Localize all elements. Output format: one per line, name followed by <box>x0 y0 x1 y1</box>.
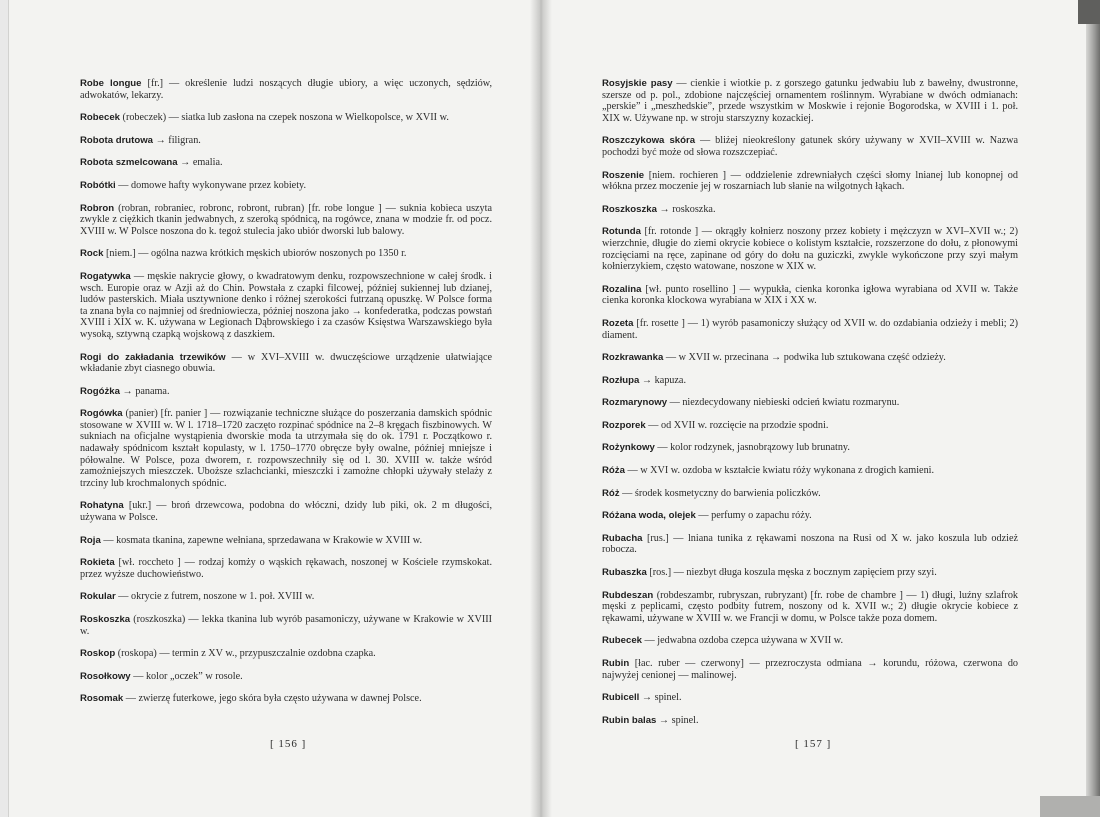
dictionary-entry <box>602 692 1018 704</box>
dictionary-entry <box>602 465 1018 477</box>
entry-definition: (robdeszambr, rubryszan, rubryzant) [fr. robe de chambre ] — 1) długi, luźny szlafrok męski z peplicami, często podbity futrem, noszony od k. XVII w.; 2) długie okrycie kobiece z rękawami, używane w XVIII w. we Francji w domu, w Polsce także poza domem. <box>602 589 1019 624</box>
entry-definition: [wł. punto rosellino ] — wypukła, cienka koronka igłowa wyrabiana od XVII w. Także cienka koronka klockowa wyrabiana w XIX i XX w. <box>602 283 1018 307</box>
scan-corner-bottom <box>1040 796 1100 817</box>
page-edge-shadow <box>1086 0 1100 817</box>
scan-corner-top <box>1078 0 1100 24</box>
entry-definition: — kolor rodzynek, jasnobrązowy lub brunatny. <box>657 442 850 454</box>
entry-definition: — okrycie z futrem, noszone w 1. poł. XVIII w. <box>118 591 315 603</box>
entry-definition: → kapuza. <box>641 374 686 386</box>
entry-headword: Rogówka <box>80 408 123 420</box>
entry-definition: (roszkoszka) — lekka tkanina lub wyrób pasamoniczy, używane w Krakowie w XVIII w. <box>80 614 492 637</box>
entry-headword: Roszczykowa skóra <box>602 135 696 147</box>
entry-headword: Rozporek <box>602 419 646 431</box>
entry-definition: (roskopa) — termin z XV w., przypuszczalnie ozdobna czapka. <box>117 648 376 660</box>
dictionary-entry <box>80 157 492 169</box>
dictionary-entry <box>80 386 492 398</box>
dictionary-entry <box>80 591 492 603</box>
dictionary-entry <box>80 248 492 260</box>
dictionary-entry <box>80 535 492 547</box>
entry-definition: → emalia. <box>180 157 223 169</box>
entry-headword: Rubecek <box>602 635 642 647</box>
entry-headword: Rosyjskie pasy <box>602 78 673 89</box>
dictionary-entry <box>602 488 1018 500</box>
entry-headword: Rubaszka <box>602 567 647 579</box>
entry-headword: Rozmarynowy <box>602 397 668 409</box>
dictionary-entry <box>602 135 1018 158</box>
dictionary-entry <box>602 204 1018 216</box>
entry-definition: — w XVI–XVIII w. dwuczęściowe urządzenie ułatwiające wkładanie zbyt ciasnego obuwia. <box>80 351 493 375</box>
entry-headword: Rogatywka <box>80 270 131 282</box>
entry-headword: Rozeta <box>602 317 634 329</box>
dictionary-entry <box>80 352 492 375</box>
entry-headword: Rubacha <box>602 532 643 544</box>
left-column <box>80 78 492 716</box>
right-column <box>602 78 1018 737</box>
dictionary-entry <box>602 397 1018 409</box>
entry-headword: Robota drutowa <box>80 134 154 146</box>
dictionary-entry <box>80 78 492 101</box>
entry-headword: Rock <box>80 248 104 260</box>
dictionary-entry <box>602 567 1018 579</box>
entry-headword: Rożynkowy <box>602 442 655 454</box>
entry-headword: Rogóżka <box>80 385 120 397</box>
dictionary-entry <box>80 671 492 683</box>
entry-definition: [ukr.] — broń drzewcowa, podobna do włóczni, dzidy lub piki, ok. 2 m długości, używana w Polsce. <box>80 500 493 524</box>
entry-definition: — od XVII w. rozcięcie na przodzie spodni. <box>648 419 829 431</box>
entry-headword: Roskop <box>80 648 116 660</box>
dictionary-entry <box>80 648 492 660</box>
entry-definition: — w XVI w. ozdoba w kształcie kwiatu róży wykonana z drogich kamieni. <box>627 465 935 477</box>
dictionary-entry <box>80 408 492 489</box>
entry-headword: Róża <box>602 465 625 477</box>
entry-headword: Rozkrawanka <box>602 352 664 364</box>
dictionary-entry <box>80 500 492 523</box>
entry-headword: Rokieta <box>80 557 115 569</box>
entry-headword: Rubin balas <box>602 714 657 726</box>
entry-definition: — cienkie i wiotkie p. z gorszego gatunku jedwabiu lub z bawełny, dwustronne, szersze od p. pol., zdobione najczęściej ornamentem roślinnym. Wyrabiane w dwóch odmianach: „perskie” i „meszhedskie”, przede wszystkim w Moskwie i rejonie Bogorodska, w XVIII i 1. poł. XIX w. Używane np. w stroju starszyzny kozackiej. <box>602 78 1018 124</box>
entry-definition: — kosmata tkanina, zapewne wełniana, sprzedawana w Krakowie w XVIII w. <box>103 534 423 546</box>
entry-headword: Różana woda, olejek <box>602 510 696 522</box>
entry-definition: [ros.] — niezbyt długa koszula męska z bocznym zapięciem przy szyi. <box>649 567 937 579</box>
entry-headword: Rubdeszan <box>602 589 654 601</box>
entry-headword: Rozalina <box>602 283 642 295</box>
entry-definition: — męskie nakrycie głowy, o kwadratowym denku, rozpowszechnione w całej środk. i wsch. Europie oraz w Azji aż do Chin. Powstała z czapki filcowej, później sukiennej lub dzianej, ludów pasterskich. Miała usztywnione denko i różnej szerokości futrzaną opuszkę. W Polsce forma ta znana była co najmniej od średniowiecza, później noszona jako → konfederatka, podczas powstań XVIII i XIX w. K. używana w Legionach Dąbrowskiego i za czasów Księstwa Warszawskiego była wysoką, sztywną czapką wojskową z daszkiem. <box>80 270 493 340</box>
page-number-left: [ 156 ] <box>270 738 307 750</box>
dictionary-entry <box>80 614 492 637</box>
dictionary-entry <box>602 590 1018 625</box>
dictionary-entry <box>80 693 492 705</box>
entry-definition: (robran, robraniec, robronc, robront, rubran) [fr. robe longue ] — suknia kobieca uszyta zwykle z ciężkich tkanin jedwabnych, z szeroką spódnicą, na rogówce, znana w modzie fr. od pocz. XVIII w. W Polsce noszona do k. tegoż stulecia jako ubiór dworski lub balowy. <box>80 202 493 237</box>
book-gutter <box>530 0 552 817</box>
dictionary-entry <box>602 658 1018 681</box>
entry-definition: (robeczek) — siatka lub zasłona na czepek noszona w Wielkopolsce, w XVII w. <box>122 112 449 124</box>
entry-headword: Roskoszka <box>80 614 131 625</box>
entry-definition: — w XVII w. przecinana → podwika lub sztukowana część odzieży. <box>665 352 946 364</box>
entry-headword: Rokular <box>80 591 116 603</box>
dictionary-entry <box>602 352 1018 364</box>
dictionary-entry <box>80 203 492 238</box>
entry-definition: — niezdecydowany niebieski odcień kwiatu rozmarynu. <box>669 397 900 409</box>
entry-definition: (panier) [fr. panier ] — rozwiązanie techniczne służące do poszerzania damskich spódnic stosowane w XVIII w. W l. 1718–1720 zaczęto rozpinać spódnice na 2–8 kręgach fiszbinowych. W sukniach na oficjalne wystąpienia dworskie moda ta utrzymała się do ok. 1791 r. Początkowo r. nadawały spódnicom kształt kopulasty, w l. 1750–1770 obręcze były owalne, później mniejsze i półowalne. W Polsce, poza dworem, r. rozpowszechniły się od l. 30. XVIII w. także wśród zamożniejszych mieszczek. Uboższe szlachcianki, mieszczki i zamożne chłopki używały stelaży z trzciny lub krochmalonych spódnic. <box>80 408 493 489</box>
dictionary-entry <box>602 375 1018 387</box>
entry-headword: Rohatyna <box>80 500 124 512</box>
dictionary-entry <box>602 284 1018 307</box>
dictionary-entry <box>602 318 1018 341</box>
dictionary-entry <box>80 180 492 192</box>
entry-headword: Rosołkowy <box>80 670 131 682</box>
dictionary-entry <box>602 78 1018 124</box>
entry-headword: Roszenie <box>602 169 645 181</box>
entry-headword: Roja <box>80 534 101 546</box>
entry-headword: Rubicell <box>602 692 640 704</box>
page-number-right: [ 157 ] <box>795 738 832 750</box>
entry-headword: Rubin <box>602 658 630 669</box>
dictionary-entry <box>602 170 1018 193</box>
entry-definition: [łac. ruber — czerwony] — przezroczysta odmiana → korundu, różowa, czerwona do najwyżej cenionej — malinowej. <box>602 658 1019 681</box>
entry-headword: Roszkoszka <box>602 203 657 215</box>
entry-headword: Rozłupa <box>602 374 640 386</box>
entry-headword: Robecek <box>80 112 120 124</box>
dictionary-entry <box>80 112 492 124</box>
entry-definition: — zwierzę futerkowe, jego skóra była często używana w dawnej Polsce. <box>125 693 422 705</box>
dictionary-entry <box>602 635 1018 647</box>
entry-definition: → spinel. <box>658 714 699 726</box>
entry-definition: — środek kosmetyczny do barwienia policzków. <box>622 487 821 499</box>
entry-definition: [fr. rosette ] — 1) wyrób pasamoniczy służący od XVII w. do ozdabiania odzieży i mebli; 2) diament. <box>602 317 1018 341</box>
dictionary-entry <box>602 420 1018 432</box>
dictionary-entry <box>602 533 1018 556</box>
dictionary-entry <box>602 226 1018 272</box>
entry-headword: Robron <box>80 202 115 214</box>
entry-definition: — perfumy o zapachu róży. <box>698 510 812 522</box>
entry-definition: → roskoszka. <box>659 203 716 215</box>
dictionary-entry <box>80 557 492 580</box>
entry-definition: — domowe hafty wykonywane przez kobiety. <box>118 179 307 191</box>
entry-headword: Robota szmelcowana <box>80 157 178 169</box>
entry-headword: Rotunda <box>602 226 641 238</box>
entry-definition: — kolor „oczek” w rosole. <box>133 670 243 682</box>
entry-headword: Rosomak <box>80 693 124 705</box>
dictionary-entry <box>602 442 1018 454</box>
entry-definition: → panama. <box>122 385 170 397</box>
entry-headword: Rogi do zakładania trzewików <box>80 351 226 363</box>
entry-definition: [rus.] — lniana tunika z rękawami noszona na Rusi od X w. jako koszula lub odzież robocza. <box>602 532 1018 556</box>
entry-headword: Róż <box>602 487 620 499</box>
entry-definition: — jedwabna ozdoba czepca używana w XVII w. <box>644 635 844 647</box>
entry-headword: Robe longue <box>80 78 142 89</box>
entry-headword: Robótki <box>80 179 116 191</box>
entry-definition: [niem. rochieren ] — oddzielenie zdrewniałych części słomy lnianej lub konopnej od włókna przez moczenie jej w roszarniach lub słanie na wilgotnych łąkach. <box>602 169 1018 193</box>
entry-definition: → filigran. <box>155 134 201 146</box>
entry-definition: [fr. rotonde ] — okrągły kołnierz noszony przez kobiety i mężczyzn w XVI–XVII w.; 2) wierzchnie, długie do ziemi okrycie kobiece o kolistym kształcie, rozszerzone do dołu, z płonowymi rozcięciami na ręce, zapinane od góry do dołu na guziczki, zwykle wykończone przy szyi małym kołnierzykiem, często watowane, noszone w XIX w. <box>602 226 1019 273</box>
dictionary-entry <box>80 135 492 147</box>
dictionary-entry <box>602 715 1018 727</box>
entry-definition: — bliżej nieokreślony gatunek skóry używany w XVII–XVIII w. Nazwa pochodzi być może od słowa rozszczepiać. <box>602 135 1019 158</box>
entry-definition: → spinel. <box>641 692 682 704</box>
dictionary-entry <box>80 271 492 341</box>
entry-definition: [niem.] — ogólna nazwa krótkich męskich ubiorów noszonych po 1350 r. <box>106 248 407 260</box>
entry-definition: [wł. roccheto ] — rodzaj komży o wąskich rękawach, noszonej w Kościele rzymskokat. przez wyższe duchowieństwo. <box>80 557 493 580</box>
entry-definition: [fr.] — określenie ludzi noszących długie ubiory, a więc uczonych, sędziów, adwokatów, lekarzy. <box>80 78 493 101</box>
dictionary-entry <box>602 510 1018 522</box>
